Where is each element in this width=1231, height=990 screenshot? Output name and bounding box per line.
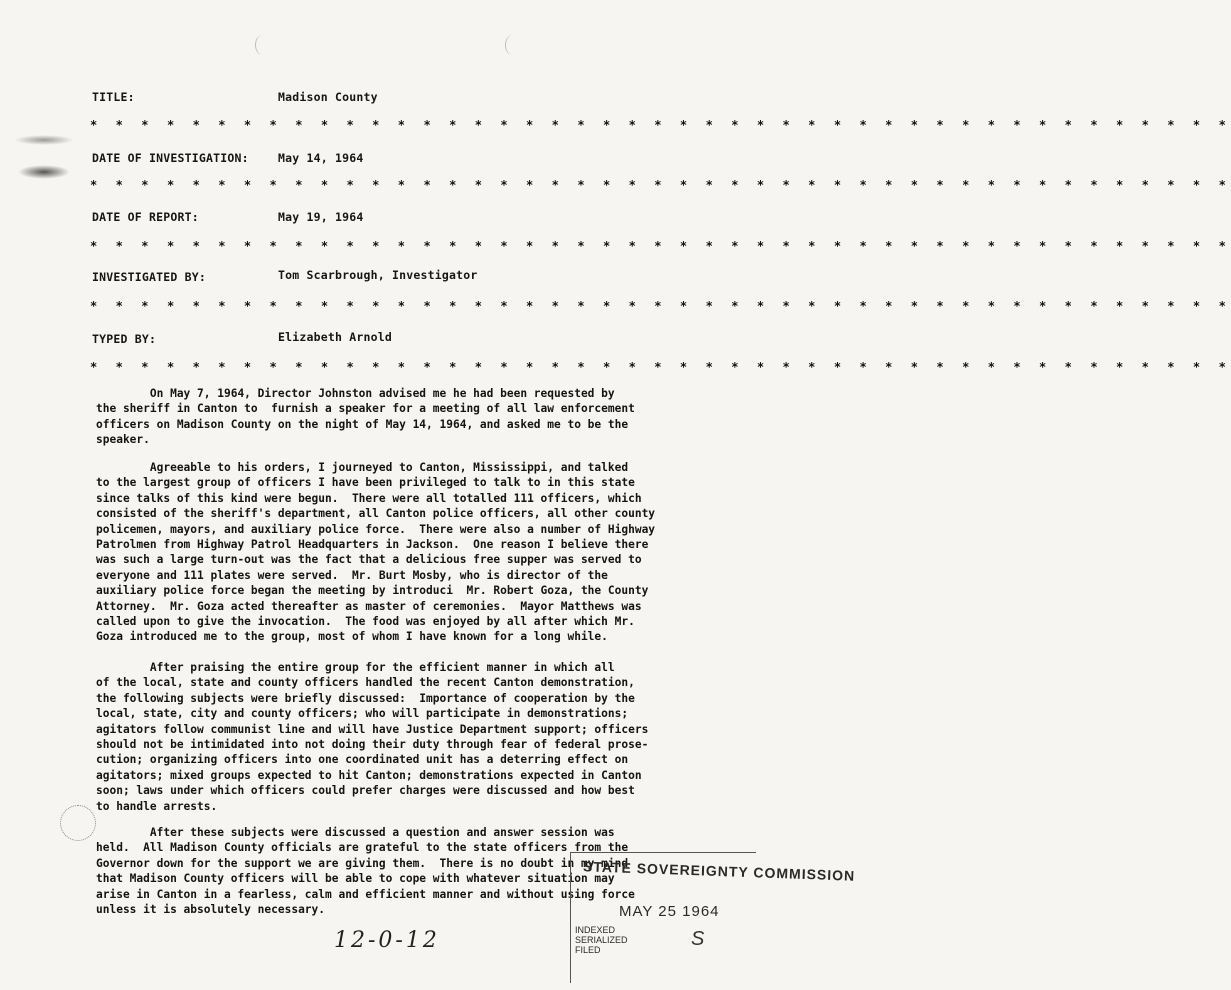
- date-of-report-value: May 19, 1964: [278, 210, 364, 224]
- paragraph-3: After praising the entire group for the efficient manner in which all of the local, state and county officers handled the recent Canton demonstration, the following subjects were briefly discussed: Importance of cooperation by the local, state, city and county officers; who will participate in demonstrations; agitators follow communist line and will have Justice Department support; officers should not be intimidated into not doing their duty through fear of federal prose- cution; organizing officers into one coordinated unit has a deterring effect on agitators; mixed groups expected to hit Canton; demonstrations expected in Canton soon; laws under which officers could prefer charges were discussed and how best to handle arrests.: [96, 661, 649, 813]
- date-of-report-label: DATE OF REPORT:: [92, 210, 199, 224]
- investigated-by-label: INVESTIGATED BY:: [92, 270, 206, 284]
- separator-4: * * * * * * * * * * * * * * * * * * * * * * * * * * * * * * * * * * * * * * * * * * * * *: [90, 299, 1231, 313]
- title-label: TITLE:: [92, 90, 135, 104]
- stamp-date: MAY 25 1964: [619, 903, 720, 920]
- date-of-investigation-value: May 14, 1964: [278, 151, 364, 165]
- separator-1: * * * * * * * * * * * * * * * * * * * * * * * * * * * * * * * * * * * * * * * * * * * * *: [90, 118, 1231, 132]
- separator-5: * * * * * * * * * * * * * * * * * * * * * * * * * * * * * * * * * * * * * * * * * * * * *: [90, 360, 1231, 374]
- title-value: Madison County: [278, 90, 378, 104]
- stamp-initials: S: [691, 928, 705, 950]
- typed-by-label: TYPED BY:: [92, 332, 157, 346]
- separator-3: * * * * * * * * * * * * * * * * * * * * * * * * * * * * * * * * * * * * * * * * * * * * *: [90, 239, 1231, 253]
- separator-2: * * * * * * * * * * * * * * * * * * * * * * * * * * * * * * * * * * * * * * * * * * * * *: [90, 178, 1231, 192]
- investigated-by-value: Tom Scarbrough, Investigator: [278, 268, 478, 282]
- punch-hole-mark: [60, 805, 96, 841]
- date-of-investigation-label: DATE OF INVESTIGATION:: [92, 151, 249, 165]
- paragraph-4: After these subjects were discussed a question and answer session was held. All Madison County officials are grateful to the state officers from the Governor down for the support we are giving them. There is no doubt in my mind that Madison County officers will be able to cope with whatever situation may arise in Canton in a fearless, calm and efficient manner and without using force unless it is absolutely necessary.: [96, 826, 635, 917]
- scan-smudge: [14, 135, 74, 145]
- scan-mark: [255, 35, 270, 55]
- handwritten-file-number: 12-0-12: [334, 928, 440, 953]
- typed-by-value: Elizabeth Arnold: [278, 330, 392, 344]
- scan-mark: [505, 35, 520, 55]
- stamp-checklist: INDEXED SERIALIZED FILED: [575, 925, 628, 955]
- stamp-commission-name: STATE SOVEREIGNTY COMMISSION: [582, 858, 856, 884]
- commission-stamp: [570, 852, 856, 983]
- paragraph-2: Agreeable to his orders, I journeyed to Canton, Mississippi, and talked to the largest group of officers I have been privileged to talk to in this state since talks of this kind were begun. There were all totalled 111 officers, which consisted of the sheriff's department, all Canton police officers, all other county policemen, mayors, and auxiliary police force. There were also a number of Highway Patrolmen from Highway Patrol Headquarters in Jackson. One reason I believe there was such a large turn-out was the fact that a delicious free supper was served to everyone and 111 plates were served. Mr. Burt Mosby, who is director of the auxiliary police force began the meeting by introduci Mr. Robert Goza, the County Attorney. Mr. Goza acted thereafter as master of ceremonies. Mayor Matthews was called upon to give the invocation. The food was enjoyed by all after which Mr. Goza introduced me to the group, most of whom I have known for a long while.: [96, 461, 656, 644]
- paragraph-1: On May 7, 1964, Director Johnston advised me he had been requested by the sheriff in Canton to furnish a speaker for a meeting of all law enforcement officers on Madison County on the night of May 14, 1964, and asked me to be the speaker.: [96, 387, 635, 447]
- scan-smudge: [18, 165, 70, 179]
